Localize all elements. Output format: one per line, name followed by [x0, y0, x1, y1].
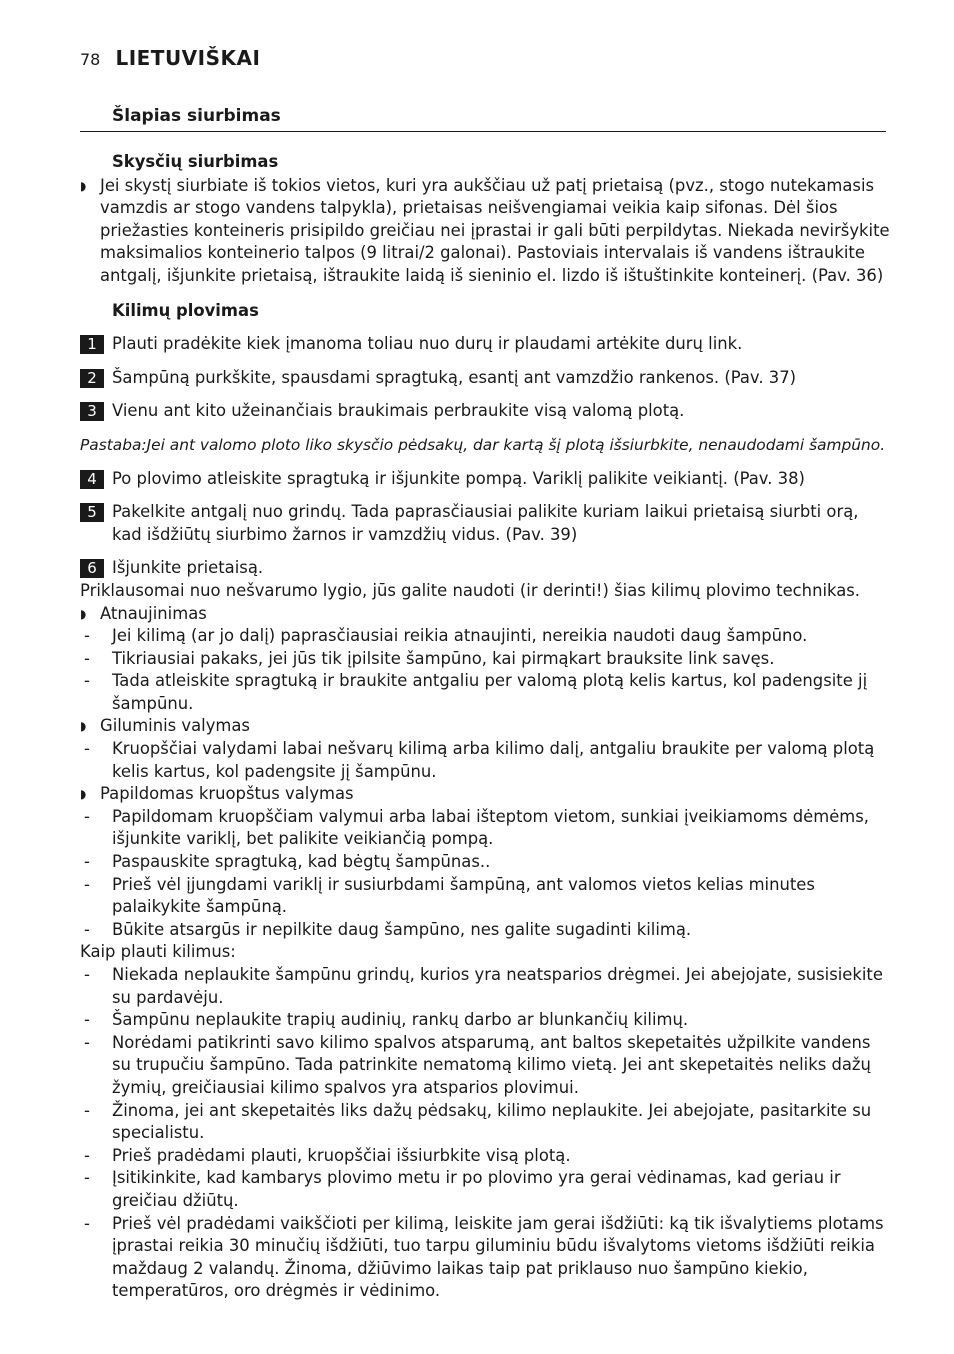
dash-bullet: -: [84, 739, 90, 759]
step-3: [80, 400, 890, 423]
techniques-intro: Priklausomai nuo nešvarumo lygio, jūs galite naudoti (ir derinti!) šias kilimų plovimo technikas.: [80, 580, 861, 600]
list-item: [80, 1009, 890, 1032]
dash-bullet: -: [84, 1168, 90, 1188]
step-text: Po plovimo atleiskite spragtuką ir išjunkite pompą. Variklį palikite veikiantį. (Pav. 38): [112, 468, 805, 488]
dash-bullet: -: [84, 671, 90, 691]
dash-bullet: -: [84, 648, 90, 668]
technique-heading-extra: [80, 783, 890, 806]
list-item-text: Tada atleiskite spragtuką ir braukite antgaliu per valomą plotą kelis kartus, kol padengsite jį šampūnu.: [112, 671, 868, 713]
list-item-text: Žinoma, jei ant skepetaitės liks dažų pėdsakų, kilimo neplaukite. Jei abejojate, pasitarkite su specialistu.: [112, 1100, 872, 1143]
step-number-badge: 6: [80, 559, 104, 578]
list-item-text: Jei kilimą (ar jo dalį) paprasčiausiai reikia atnaujinti, nereikia naudoti daug šampūno.: [112, 626, 808, 646]
list-item-text: Prieš vėl pradėdami vaikščioti per kilimą, leiskite jam gerai išdžiūti: ką tik išvalytiems plotams įprastai reikia 30 minučių išdžiūti, tuo tarpu giluminiu būdu išvalytoms vietoms išdžiūti reikia maždaug 2 valandų. Žinoma, džiūvimo laikas taip pat priklauso nuo šampūno kiekio, temperatūros, oro drėgmės ir vėdinimo.: [112, 1213, 884, 1301]
dash-bullet: -: [84, 1010, 90, 1030]
dash-bullet: -: [84, 1213, 90, 1233]
step-number-badge: 4: [80, 470, 104, 489]
list-item-text: Papildomam kruopščiam valymui arba labai išteptom vietom, sunkiai įveikiamoms dėmėms, išjunkite variklį, bet palikite veikiančią pompą.: [112, 806, 870, 849]
section-title: Šlapias siurbimas: [112, 106, 281, 126]
dash-bullet: -: [84, 852, 90, 872]
step-number-badge: 5: [80, 503, 104, 522]
step-2: [80, 367, 890, 390]
bullet-triangle-icon: ◗: [80, 178, 87, 193]
dash-bullet: -: [84, 1145, 90, 1165]
page-number: 78: [80, 50, 101, 69]
technique-heading-deep: [80, 715, 890, 738]
list-item: [80, 1032, 890, 1100]
technique-title: Papildomas kruopštus valymas: [100, 784, 354, 804]
list-item: [80, 1213, 890, 1303]
step-text: Plauti pradėkite kiek įmanoma toliau nuo durų ir plaudami artėkite durų link.: [112, 334, 743, 354]
list-item: [80, 625, 890, 648]
list-item: [80, 648, 890, 671]
step-number-badge: 3: [80, 402, 104, 421]
list-item-text: Tikriausiai pakaks, jei jūs tik įpilsite šampūno, kai pirmąkart brauksite link savęs.: [112, 648, 775, 668]
technique-title: Atnaujinimas: [100, 603, 207, 623]
step-6: [80, 557, 890, 580]
dash-bullet: -: [84, 1032, 90, 1052]
list-item: [80, 874, 890, 919]
liquids-text: Jei skystį siurbiate iš tokios vietos, kuri yra aukščiau už patį prietaisą (pvz., stogo nutekamasis vamzdis ar stogo vandens talpykla), prietaisas neišvengiamai veikia kaip sifonas. Dėl šios priežasties konteineris prisipildo greičiau nei įprastai ir gali būti perpildytas. Niekada neviršykite maksimalios konteinerio talpos (9 litrai/2 galonai). Pastoviais intervalais iš vandens ištraukite antgalį, išjunkite prietaisą, ištraukite laidą iš sieninio el. lizdo iš ištuštinkite konteinerį. (Pav. 36): [100, 175, 890, 285]
liquids-heading: Skysčių siurbimas: [112, 152, 279, 171]
step-1: [80, 333, 890, 356]
liquids-paragraph: [80, 175, 890, 288]
list-item-text: Prieš pradėdami plauti, kruopščiai išsiurbkite visą plotą.: [112, 1145, 571, 1165]
step-text: Vienu ant kito užeinančiais braukimais perbraukite visą valomą plotą.: [112, 401, 685, 421]
how-to-title: Kaip plauti kilimus:: [80, 942, 236, 962]
page-content: [80, 151, 890, 1303]
language-title: LIETUVIŠKAI: [115, 46, 261, 70]
list-item-text: Paspauskite spragtuką, kad bėgtų šampūnas..: [112, 852, 491, 872]
step-text: Pakelkite antgalį nuo grindų. Tada paprasčiausiai palikite kuriam laikui prietaisą siurbti orą, kad išdžiūtų siurbimo žarnos ir vamzdžių vidus. (Pav. 39): [112, 502, 859, 544]
step-5: [80, 501, 890, 546]
list-item: [80, 1145, 890, 1168]
list-item-text: Prieš vėl įjungdami variklį ir susiurbdami šampūną, ant valomos vietos kelias minutes palaikykite šampūną.: [112, 874, 815, 917]
note-text: Pastaba:Jei ant valomo ploto liko skysčio pėdsakų, dar kartą šį plotą išsiurbkite, nenaudodami šampūno.: [80, 435, 886, 454]
list-item: [80, 919, 890, 942]
bullet-triangle-icon: ◗: [80, 606, 87, 621]
list-item: [80, 1100, 890, 1145]
list-item: [80, 806, 890, 851]
dash-bullet: -: [84, 874, 90, 894]
list-item-text: Šampūnu neplaukite trapių audinių, rankų darbo ar blunkančių kilimų.: [112, 1010, 689, 1030]
technique-title: Giluminis valymas: [100, 716, 250, 736]
step-text: Šampūną purkškite, spausdami spragtuką, esantį ant vamzdžio rankenos. (Pav. 37): [112, 367, 797, 387]
dash-bullet: -: [84, 919, 90, 939]
step-number-badge: 2: [80, 369, 104, 388]
step-4: [80, 468, 890, 491]
list-item-text: Niekada neplaukite šampūnu grindų, kurios yra neatsparios drėgmei. Jei abejojate, susisiekite su pardavėju.: [112, 965, 883, 1007]
list-item-text: Kruopščiai valydami labai nešvarų kilimą arba kilimo dalį, antgaliu braukite per valomą plotą kelis kartus, kol padengsite jį šampūnu.: [112, 739, 875, 781]
list-item: [80, 964, 890, 1009]
bullet-triangle-icon: ◗: [80, 787, 87, 802]
list-item-text: Būkite atsargūs ir nepilkite daug šampūno, nes galite sugadinti kilimą.: [112, 919, 692, 939]
list-item: [80, 738, 890, 783]
dash-bullet: -: [84, 806, 90, 826]
step-number-badge: 1: [80, 335, 104, 354]
page-header: [80, 46, 260, 70]
list-item-text: Norėdami patikrinti savo kilimo spalvos atsparumą, ant baltos skepetaitės užpilkite vandens su trupučiu šampūno. Tada patrinkite nematomą kilimo vietą. Jei ant skepetaitės neliks dažų žymių, greičiausiai kilimo spalvos yra atsparios plovimui.: [112, 1032, 871, 1097]
dash-bullet: -: [84, 965, 90, 984]
step-text: Išjunkite prietaisą.: [112, 558, 264, 578]
list-item: [80, 670, 890, 715]
list-item: [80, 851, 890, 874]
dash-bullet: -: [84, 626, 90, 646]
list-item: [80, 1167, 890, 1212]
carpet-heading: Kilimų plovimas: [112, 300, 259, 320]
technique-heading-refresh: [80, 603, 890, 626]
bullet-triangle-icon: ◗: [80, 719, 87, 734]
list-item-text: Įsitikinkite, kad kambarys plovimo metu ir po plovimo yra gerai vėdinamas, kad geriau ir greičiau džiūtų.: [112, 1168, 841, 1210]
dash-bullet: -: [84, 1100, 90, 1120]
section-divider: [80, 131, 886, 132]
